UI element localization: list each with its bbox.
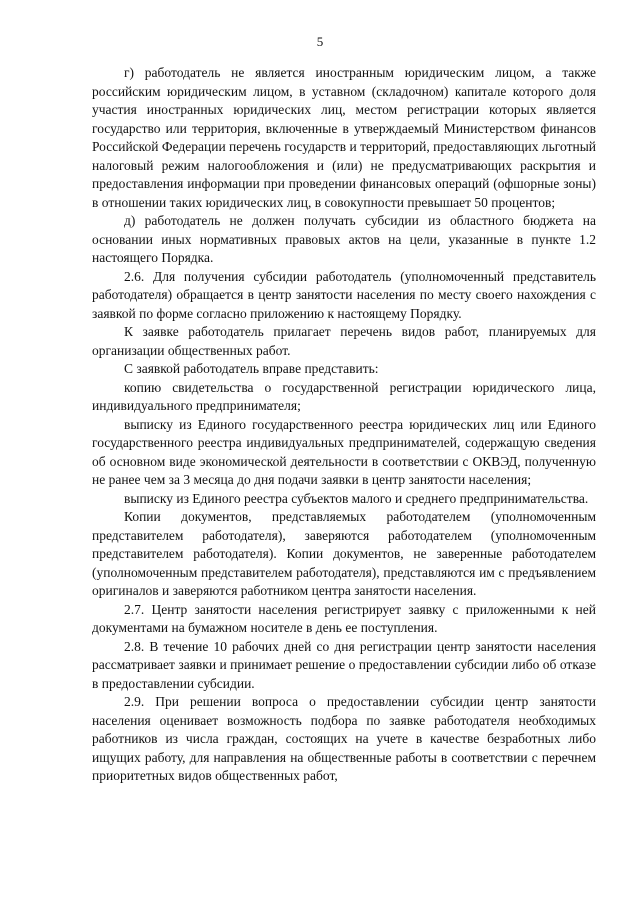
paragraph-2-8: 2.8. В течение 10 рабочих дней со дня регистрации центр занятости населения рассматривает заявки и принимает решение о предоставлении субсидии либо об отказе в предоставлении субсидии. (92, 638, 596, 691)
paragraph-subclause-d: д) работодатель не должен получать субсидии из областного бюджета на основании иных нормативных правовых актов на цели, указанные в пункте 1.2 настоящего Порядка. (92, 213, 596, 265)
paragraph-2-6: 2.6. Для получения субсидии работодатель (уполномоченный представитель работодателя) обращается в центр занятости населения по месту своего нахождения с заявкой по форме согласно приложению к настоящему Порядку. (92, 268, 596, 321)
paragraph-document-copies: Копии документов, представляемых работодателем (уполномоченным представителем работодателя), заверяются работодателем (уполномоченным представителем работодателя). Копии документов, не заверенные работодателем (уполномоченным представителем работодателя), представляются им с предъявлением оригиналов и заверяются работником центра занятости населения. (92, 509, 596, 598)
paragraph-subclause-g: г) работодатель не является иностранным юридическим лицом, а также российским юридическим лицом, в уставном (складочном) капитале которого доля участия иностранных юридических лиц, местом регистрации которых является государство или территория, включенные в утверждаемый Министерством финансов Российской Федерации перечень государств и территорий, предоставляющих льготный налоговый режим налогообложения и (или) не предусматривающих раскрытия и предоставления информации при проведении финансовых операций (офшорные зоны) в отношении таких юридических лиц, в совокупности превышает 50 процентов; (92, 65, 596, 210)
paragraph-sme-registry-extract: выписку из Единого реестра субъектов малого и среднего предпринимательства. (124, 490, 589, 506)
paragraph-registration-certificate: копию свидетельства о государственной регистрации юридического лица, индивидуального предпринимателя; (92, 379, 596, 413)
paragraph-application-attachment: К заявке работодатель прилагает перечень видов работ, планируемых для организации общественных работ. (92, 324, 596, 358)
paragraph-2-9: 2.9. При решении вопроса о предоставлении субсидии центр занятости населения оценивает возможность подбора по заявке работодателя необходимых работников из числа граждан, состоящих на учете в качестве безработных либо ищущих работу, для направления на общественные работы в соответствии с перечнем приоритетных видов общественных работ, (92, 694, 596, 783)
document-body (92, 64, 596, 786)
paragraph-2-7: 2.7. Центр занятости населения регистрирует заявку с приложенными к ней документами на бумажном носителе в день ее поступления. (92, 601, 596, 635)
page-number: 5 (316, 34, 324, 49)
paragraph-egrul-extract: выписку из Единого государственного реестра юридических лиц или Единого государственного реестра индивидуальных предпринимателей, содержащую сведения об основном виде экономической деятельности в соответствии с ОКВЭД, полученную не ранее чем за 3 месяца до дня подачи заявки в центр занятости населения; (92, 416, 596, 487)
paragraph-optional-documents: С заявкой работодатель вправе представить: (124, 361, 379, 376)
